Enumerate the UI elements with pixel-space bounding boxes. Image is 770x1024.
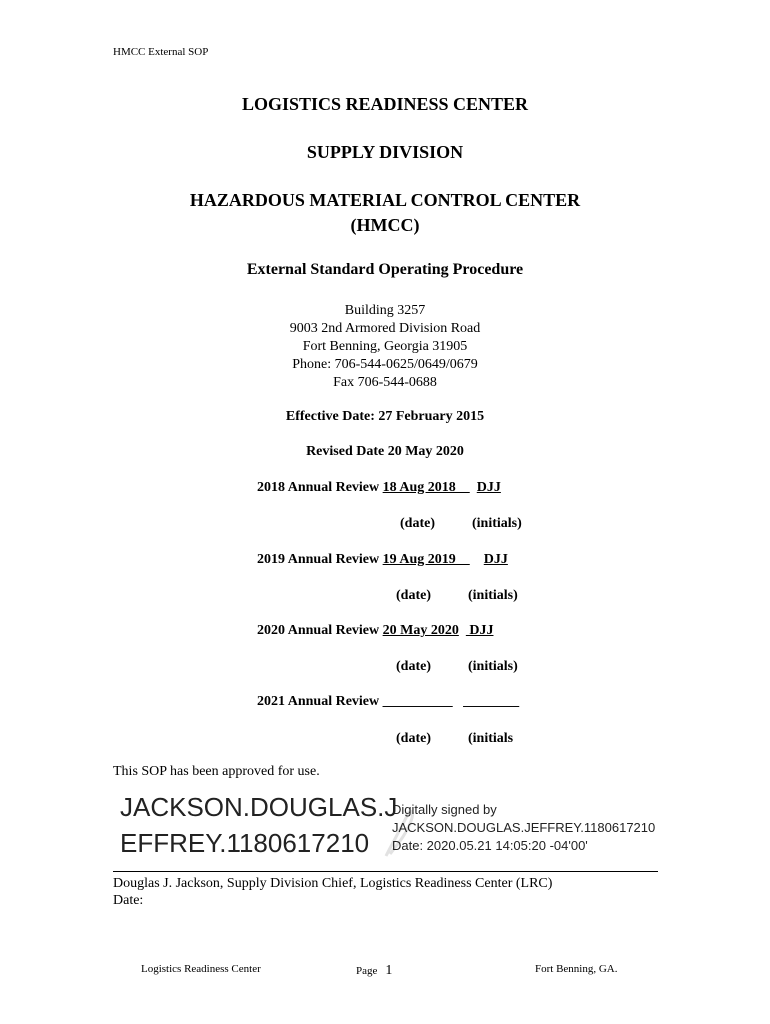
title-line-4: (HMCC) xyxy=(350,215,420,235)
annual-review-row xyxy=(257,623,493,639)
date-caption: (date) xyxy=(400,516,435,531)
review-date-value: 20 May 2020 xyxy=(382,623,459,638)
review-initials-blank: ________ xyxy=(463,694,520,709)
date-caption: (date) xyxy=(396,731,431,746)
footer-page xyxy=(356,963,392,979)
review-initials-value: DJJ xyxy=(465,623,494,638)
digital-signature[interactable] xyxy=(120,790,665,862)
digital-signer-id: JACKSON.DOUGLAS.JEFFREY.1180617210 xyxy=(392,820,656,835)
review-label: 2020 Annual Review xyxy=(257,623,383,638)
review-separator xyxy=(470,480,477,495)
initials-caption: (initials) xyxy=(468,588,518,603)
review-label: 2018 Annual Review xyxy=(257,480,383,495)
digital-signed-date: Date: 2020.05.21 14:05:20 -04'00' xyxy=(392,838,588,853)
review-separator xyxy=(459,623,466,638)
footer-right: Fort Benning, GA. xyxy=(535,963,618,975)
review-label: 2021 Annual Review xyxy=(257,694,383,709)
title-line-3: HAZARDOUS MATERIAL CONTROL CENTER xyxy=(189,190,581,210)
effective-date: Effective Date: 27 February 2015 xyxy=(285,409,485,424)
address-street: 9003 2nd Armored Division Road xyxy=(289,321,481,336)
signer-date-label: Date: xyxy=(113,893,144,908)
footer-page-label: Page xyxy=(356,965,378,977)
signer-name-title: Douglas J. Jackson, Supply Division Chief, Logistics Readiness Center (LRC) xyxy=(113,876,553,891)
digital-signed-label: Digitally signed by xyxy=(392,802,497,817)
review-initials-value: DJJ xyxy=(483,552,508,567)
review-date-blank: __________ xyxy=(382,694,453,709)
signer-block xyxy=(113,875,552,909)
date-caption: (date) xyxy=(396,659,431,674)
annual-review-row xyxy=(257,480,501,496)
review-separator xyxy=(453,694,464,709)
footer-left: Logistics Readiness Center xyxy=(141,963,261,975)
review-label: 2019 Annual Review xyxy=(257,552,383,567)
date-caption: (date) xyxy=(396,588,431,603)
review-separator xyxy=(470,552,484,567)
approval-statement: This SOP has been approved for use. xyxy=(113,764,320,779)
running-header: HMCC External SOP xyxy=(113,46,209,58)
initials-caption: (initials xyxy=(468,731,514,746)
review-initials-value: DJJ xyxy=(476,480,501,495)
annual-review-row xyxy=(257,694,519,710)
signature-rule xyxy=(113,871,658,872)
annual-review-row xyxy=(257,552,508,568)
title-line-1: LOGISTICS READINESS CENTER xyxy=(241,94,529,114)
signature-name-line-2: EFFREY.1180617210 xyxy=(120,828,370,858)
address-phone: Phone: 706-544-0625/0649/0679 xyxy=(292,357,478,372)
document-subtitle: External Standard Operating Procedure xyxy=(246,261,524,278)
address-city: Fort Benning, Georgia 31905 xyxy=(302,339,468,354)
address-block xyxy=(0,302,770,392)
revised-date: Revised Date 20 May 2020 xyxy=(306,444,464,459)
review-date-value: 19 Aug 2019 xyxy=(382,552,470,567)
initials-caption: (initials) xyxy=(468,659,518,674)
review-date-value: 18 Aug 2018 xyxy=(382,480,470,495)
address-fax: Fax 706-544-0688 xyxy=(333,375,437,390)
initials-caption: (initials) xyxy=(472,516,522,531)
address-building: Building 3257 xyxy=(344,303,426,318)
title-line-2: SUPPLY DIVISION xyxy=(306,142,464,162)
footer-page-number: 1 xyxy=(385,963,393,978)
signature-name-line-1: JACKSON.DOUGLAS.J xyxy=(120,792,398,822)
